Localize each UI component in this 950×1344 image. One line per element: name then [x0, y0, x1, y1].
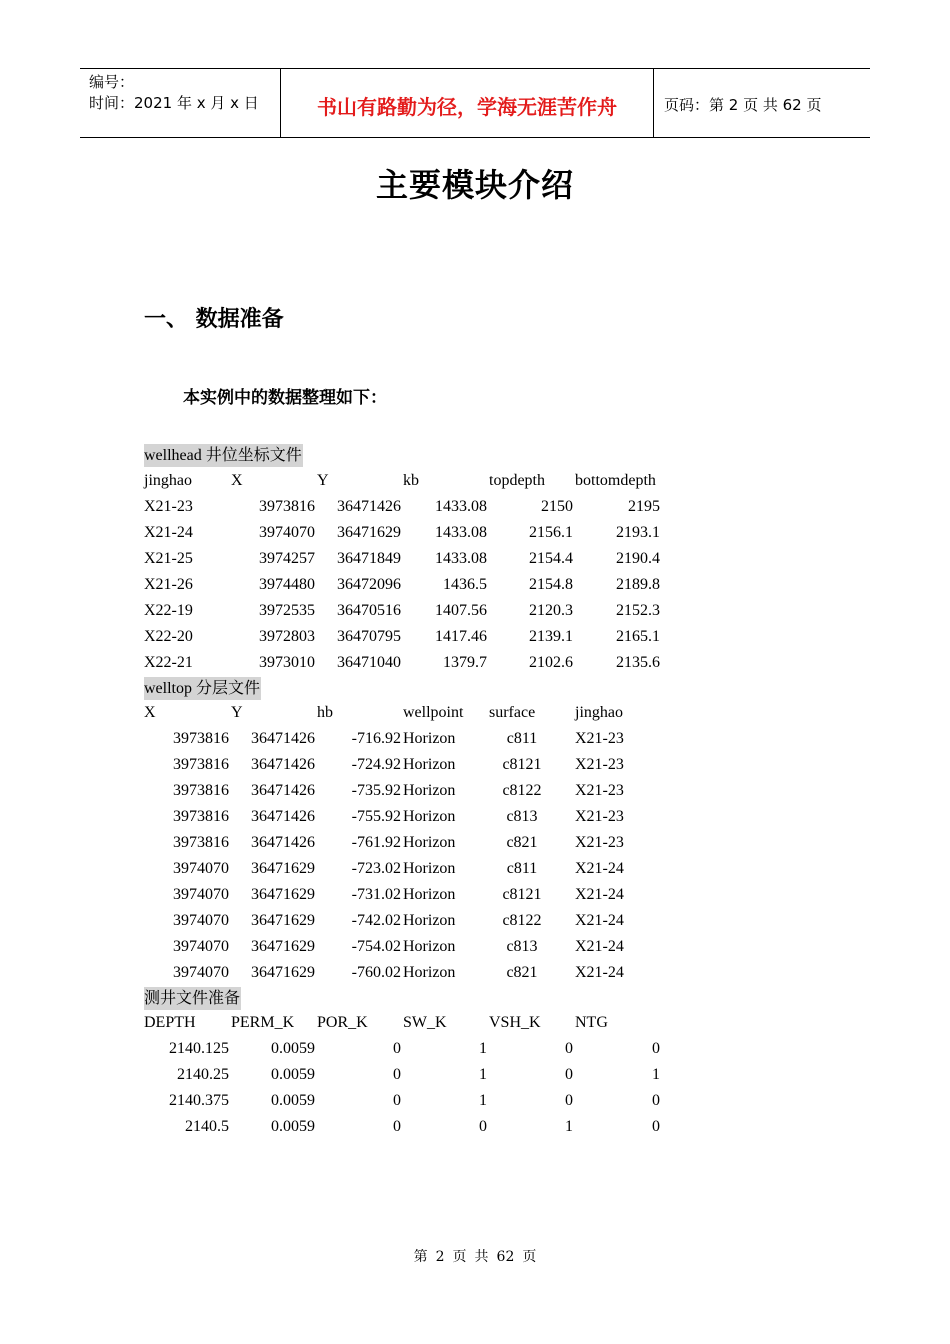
table-cell: Horizon: [403, 860, 456, 877]
table-cell: 3973816: [173, 834, 229, 851]
welltop-row: [144, 882, 684, 908]
footer-suffix: 页: [522, 1249, 537, 1265]
table-cell: 3972803: [259, 628, 315, 645]
table-cell: 3974070: [173, 860, 229, 877]
table-cell: c813: [506, 938, 538, 955]
welltop-label: welltop 分层文件: [144, 677, 261, 700]
table-cell: Horizon: [403, 756, 456, 773]
table-cell: X21-24: [144, 524, 193, 541]
table-cell: 36471426: [251, 808, 315, 825]
table-cell: 2154.4: [529, 550, 573, 567]
table-cell: 1433.08: [435, 498, 487, 515]
column-header: jinghao: [144, 472, 192, 489]
table-cell: 2140.5: [185, 1118, 229, 1135]
table-cell: 1: [479, 1092, 487, 1109]
table-cell: 2140.125: [169, 1040, 229, 1057]
header-meta: [80, 69, 281, 137]
table-cell: X21-24: [575, 964, 624, 981]
wellhead-row: [144, 572, 684, 598]
table-cell: 1: [652, 1066, 660, 1083]
logs-label: 测井文件准备: [144, 987, 241, 1010]
table-cell: Horizon: [403, 964, 456, 981]
table-cell: 0.0059: [271, 1118, 315, 1135]
table-cell: c811: [506, 860, 538, 877]
table-cell: 2152.3: [616, 602, 660, 619]
table-cell: X21-23: [575, 808, 624, 825]
table-cell: 1: [479, 1066, 487, 1083]
table-cell: X21-24: [575, 938, 624, 955]
table-cell: X21-23: [144, 498, 193, 515]
wellhead-row: [144, 494, 684, 520]
column-header: SW_K: [403, 1014, 447, 1031]
table-cell: 0: [652, 1118, 660, 1135]
column-header: hb: [317, 704, 333, 721]
table-cell: 0: [393, 1040, 401, 1057]
welltop-header-row: [144, 700, 684, 726]
table-cell: -742.02: [351, 912, 401, 929]
table-cell: 2135.6: [616, 654, 660, 671]
page-header: [80, 68, 870, 138]
table-cell: 3974070: [259, 524, 315, 541]
table-cell: c821: [506, 964, 538, 981]
table-cell: X21-25: [144, 550, 193, 567]
wellhead-row: [144, 624, 684, 650]
column-header: surface: [489, 704, 536, 721]
table-cell: 1433.08: [435, 524, 487, 541]
table-cell: 36471629: [337, 524, 401, 541]
table-cell: 2193.1: [616, 524, 660, 541]
table-cell: X21-24: [575, 860, 624, 877]
logs-header-row: [144, 1010, 684, 1036]
table-cell: 1436.5: [443, 576, 487, 593]
table-cell: 36471629: [251, 860, 315, 877]
table-cell: 36471629: [251, 938, 315, 955]
table-cell: 0: [479, 1118, 487, 1135]
table-cell: 3974480: [259, 576, 315, 593]
table-cell: 1417.46: [435, 628, 487, 645]
welltop-row: [144, 752, 684, 778]
table-cell: 36470516: [337, 602, 401, 619]
table-cell: X21-23: [575, 756, 624, 773]
footer-page: 2: [435, 1249, 445, 1265]
table-cell: 0.0059: [271, 1040, 315, 1057]
column-header: DEPTH: [144, 1014, 196, 1031]
table-cell: 0: [565, 1066, 573, 1083]
table-cell: 0: [393, 1118, 401, 1135]
wellhead-row: [144, 546, 684, 572]
table-cell: 3973816: [173, 730, 229, 747]
table-cell: 0: [652, 1040, 660, 1057]
wellhead-row: [144, 598, 684, 624]
welltop-row: [144, 960, 684, 986]
logs-row: [144, 1114, 684, 1140]
footer-total: 62: [496, 1249, 515, 1265]
footer-total-prefix: 共: [474, 1249, 489, 1265]
table-cell: 3974070: [173, 912, 229, 929]
section-title: 一、 数据准备: [144, 307, 284, 332]
table-cell: Horizon: [403, 808, 456, 825]
header-page-info: 页码：第 2 页 共 62 页: [664, 95, 822, 114]
logs-row: [144, 1088, 684, 1114]
table-cell: 36470795: [337, 628, 401, 645]
table-cell: c8122: [502, 782, 542, 799]
column-header: X: [231, 472, 243, 489]
table-cell: 0: [393, 1092, 401, 1109]
table-cell: 2120.3: [529, 602, 573, 619]
column-header: NTG: [575, 1014, 608, 1031]
table-cell: c813: [506, 808, 538, 825]
wellhead-header-row: [144, 468, 684, 494]
table-cell: 2154.8: [529, 576, 573, 593]
wellhead-label: wellhead 井位坐标文件: [144, 444, 303, 467]
table-cell: 2139.1: [529, 628, 573, 645]
table-cell: -761.92: [351, 834, 401, 851]
table-cell: 3973816: [173, 782, 229, 799]
table-cell: Horizon: [403, 782, 456, 799]
column-header: wellpoint: [403, 704, 464, 721]
column-header: kb: [403, 472, 419, 489]
table-cell: -754.02: [351, 938, 401, 955]
table-cell: 3973010: [259, 654, 315, 671]
table-cell: 1: [565, 1118, 573, 1135]
table-cell: Horizon: [403, 938, 456, 955]
table-cell: 2140.375: [169, 1092, 229, 1109]
column-header: topdepth: [489, 472, 545, 489]
table-cell: Horizon: [403, 834, 456, 851]
header-number-label: 编号：: [89, 73, 135, 91]
footer-mid: 页: [452, 1249, 467, 1265]
table-cell: 0: [565, 1092, 573, 1109]
column-header: Y: [317, 472, 329, 489]
table-cell: 3972535: [259, 602, 315, 619]
table-cell: 36471629: [251, 912, 315, 929]
table-cell: X21-24: [575, 886, 624, 903]
wellhead-row: [144, 520, 684, 546]
table-cell: -723.02: [351, 860, 401, 877]
header-slogan: 书山有路勤为径，学海无涯苦作舟: [281, 69, 654, 137]
table-cell: 3973816: [173, 756, 229, 773]
table-cell: X21-24: [575, 912, 624, 929]
table-cell: 36472096: [337, 576, 401, 593]
table-cell: -760.02: [351, 964, 401, 981]
table-cell: X21-26: [144, 576, 193, 593]
table-cell: 3973816: [173, 808, 229, 825]
table-cell: -716.92: [351, 730, 401, 747]
logs-row: [144, 1036, 684, 1062]
table-cell: X22-20: [144, 628, 193, 645]
table-cell: -731.02: [351, 886, 401, 903]
welltop-row: [144, 908, 684, 934]
welltop-row: [144, 726, 684, 752]
table-cell: 0: [652, 1092, 660, 1109]
table-cell: 0: [393, 1066, 401, 1083]
table-cell: 1433.08: [435, 550, 487, 567]
table-cell: 0: [565, 1040, 573, 1057]
table-cell: X21-23: [575, 782, 624, 799]
logs-row: [144, 1062, 684, 1088]
footer-prefix: 第: [413, 1249, 428, 1265]
table-cell: 1379.7: [443, 654, 487, 671]
table-cell: 3974070: [173, 886, 229, 903]
welltop-row: [144, 804, 684, 830]
table-cell: X21-23: [575, 730, 624, 747]
column-header: POR_K: [317, 1014, 368, 1031]
table-cell: c811: [506, 730, 538, 747]
table-cell: 1407.56: [435, 602, 487, 619]
table-cell: Horizon: [403, 912, 456, 929]
table-cell: 36471426: [251, 782, 315, 799]
column-header: Y: [231, 704, 243, 721]
table-cell: 2150: [541, 498, 573, 515]
table-cell: 36471426: [251, 730, 315, 747]
table-cell: X22-19: [144, 602, 193, 619]
table-cell: 3974070: [173, 938, 229, 955]
table-cell: X22-21: [144, 654, 193, 671]
table-cell: 2189.8: [616, 576, 660, 593]
intro-text: 本实例中的数据整理如下：: [183, 388, 387, 408]
table-cell: 2165.1: [616, 628, 660, 645]
table-cell: c821: [506, 834, 538, 851]
table-cell: 36471426: [251, 834, 315, 851]
table-cell: 2156.1: [529, 524, 573, 541]
table-cell: c8121: [502, 886, 542, 903]
table-cell: 36471040: [337, 654, 401, 671]
table-cell: 1: [479, 1040, 487, 1057]
table-cell: 0.0059: [271, 1092, 315, 1109]
table-cell: c8122: [502, 912, 542, 929]
table-cell: 0.0059: [271, 1066, 315, 1083]
table-cell: -755.92: [351, 808, 401, 825]
page-title: 主要模块介绍: [375, 166, 574, 204]
table-cell: X21-23: [575, 834, 624, 851]
welltop-row: [144, 830, 684, 856]
table-cell: Horizon: [403, 730, 456, 747]
welltop-row: [144, 778, 684, 804]
table-cell: -724.92: [351, 756, 401, 773]
table-cell: 3974257: [259, 550, 315, 567]
column-header: VSH_K: [489, 1014, 541, 1031]
column-header: X: [144, 704, 156, 721]
table-cell: 3974070: [173, 964, 229, 981]
page-footer: [0, 1246, 950, 1266]
column-header: PERM_K: [231, 1014, 295, 1031]
table-cell: 36471426: [251, 756, 315, 773]
table-cell: 2195: [628, 498, 660, 515]
column-header: bottomdepth: [575, 472, 656, 489]
table-cell: 2140.25: [177, 1066, 229, 1083]
wellhead-row: [144, 650, 684, 676]
welltop-row: [144, 934, 684, 960]
table-cell: 3973816: [259, 498, 315, 515]
table-cell: 36471426: [337, 498, 401, 515]
table-cell: 36471629: [251, 886, 315, 903]
table-cell: c8121: [502, 756, 542, 773]
table-cell: Horizon: [403, 886, 456, 903]
table-cell: 2102.6: [529, 654, 573, 671]
table-cell: 36471849: [337, 550, 401, 567]
table-cell: 36471629: [251, 964, 315, 981]
header-date: 时间：2021 年 x 月 x 日: [89, 94, 259, 112]
table-cell: -735.92: [351, 782, 401, 799]
column-header: jinghao: [575, 704, 623, 721]
welltop-row: [144, 856, 684, 882]
table-cell: 2190.4: [616, 550, 660, 567]
